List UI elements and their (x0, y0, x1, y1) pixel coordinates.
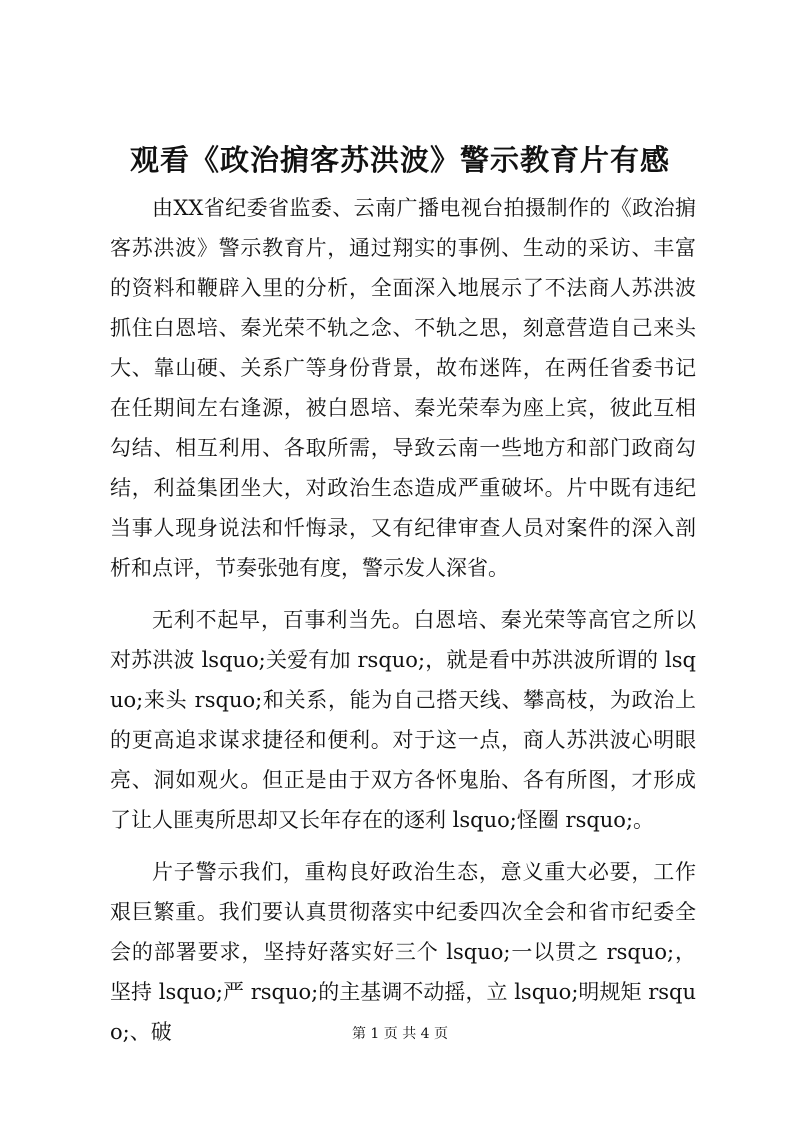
paragraph-3: 片子警示我们，重构良好政治生态，意义重大必要，工作艰巨繁重。我们要认真贯彻落实中纪委四次全会和省市纪委全会的部署要求，坚持好落实好三个 lsquo;一以贯之 rsquo;，坚持 lsquo;严 rsquo;的主基调不动摇，立 lsquo;明规矩 rsquo;、破 (110, 860, 696, 1044)
paragraph-2: 无利不起早，百事利当先。白恩培、秦光荣等高官之所以对苏洪波 lsquo;关爱有加 rsquo;，就是看中苏洪波所谓的 lsquo;来头 rsquo;和关系，能为自己搭天线、攀高枝，为政治上的更高追求谋求捷径和便利。对于这一点，商人苏洪波心明眼亮、洞如观火。但正是由于双方各怀鬼胎、各有所图，才形成了让人匪夷所思却又长年存在的逐利 lsquo;怪圈 rsquo;。 (110, 608, 696, 832)
page-number-footer: 第 1 页 共 4 页 (351, 1026, 449, 1042)
paragraph-1: 由XX省纪委省监委、云南广播电视台拍摄制作的《政治掮客苏洪波》警示教育片，通过翔实的事例、生动的采访、丰富的资料和鞭辟入里的分析，全面深入地展示了不法商人苏洪波抓住白恩培、秦光荣不轨之念、不轨之思，刻意营造自己来头大、靠山硬、关系广等身份背景，故布迷阵，在两任省委书记在任期间左右逢源，被白恩培、秦光荣奉为座上宾，彼此互相勾结、相互利用、各取所需，导致云南一些地方和部门政商勾结，利益集团坐大，对政治生态造成严重破坏。片中既有违纪当事人现身说法和忏悔录，又有纪律审查人员对案件的深入剖析和点评，节奏张弛有度，警示发人深省。 (110, 196, 696, 580)
page-title: 观看《政治掮客苏洪波》警示教育片有感 (129, 143, 670, 177)
document-body (110, 188, 696, 1064)
